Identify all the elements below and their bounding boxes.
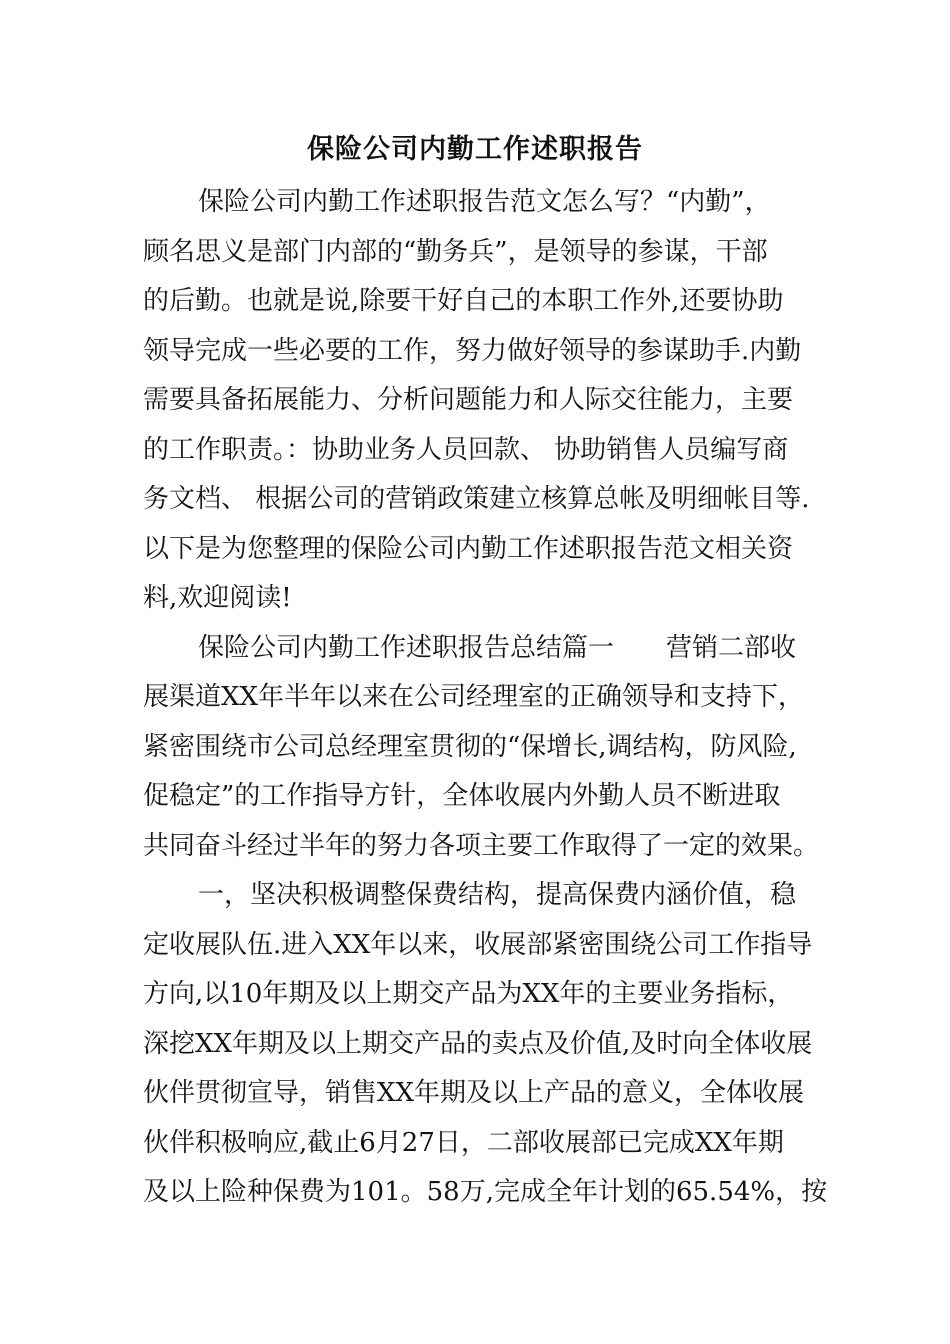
paragraph-point-one: [143, 871, 828, 1218]
text-line: 深挖XX年期及以上期交产品的卖点及价值,及时向全体收展: [143, 1028, 813, 1059]
document-title: 保险公司内勤工作述职报告: [307, 134, 643, 165]
text-line: 一，坚决积极调整保费结构，提高保费内涵价值，稳: [198, 880, 797, 910]
text-line: 伙伴积极响应,截止6月27日，二部收展部已完成XX年期: [143, 1127, 784, 1158]
document-body: [143, 178, 828, 1218]
text-line: 保险公司内勤工作述职报告总结篇一 营销二部收: [198, 632, 797, 663]
text-line: 及以上险种保费为101。58万,完成全年计划的65.54%，按: [143, 1177, 828, 1207]
text-line: 保险公司内勤工作述职报告范文怎么写？“内勤”，: [198, 187, 771, 217]
paragraph-summary: [143, 624, 823, 872]
text-line: 料,欢迎阅读!: [143, 583, 292, 613]
text-line: 定收展队伍.进入XX年以来，收展部紧密围绕公司工作指导: [143, 929, 813, 960]
text-line: 促稳定”的工作指导方针，全体收展内外勤人员不断进取: [143, 781, 781, 811]
text-line: 领导完成一些必要的工作，努力做好领导的参谋助手.内勤: [143, 335, 802, 366]
text-line: 紧密围绕市公司总经理室贯彻的“保增长,调结构，防风险,: [143, 731, 797, 762]
text-line: 伙伴贯彻宣导，销售XX年期及以上产品的意义，全体收展: [143, 1078, 805, 1108]
text-line: 展渠道XX年半年以来在公司经理室的正确领导和支持下，: [143, 682, 805, 712]
paragraph-intro: [143, 178, 823, 624]
text-line: 的后勤。也就是说,除要干好自己的本职工作外,还要协助: [143, 286, 784, 316]
text-line: 共同奋斗经过半年的努力各项主要工作取得了一定的效果。: [143, 830, 820, 861]
text-line: 需要具备拓展能力、分析问题能力和人际交往能力，主要: [143, 385, 794, 415]
text-line: 务文档、 根据公司的营销政策建立核算总帐及明细帐目等.: [143, 484, 810, 514]
text-line: 以下是为您整理的保险公司内勤工作述职报告范文相关资: [143, 533, 794, 564]
text-line: 顾名思义是部门内部的“勤务兵”，是领导的参谋，干部: [143, 236, 768, 267]
text-line: 的工作职责。：协助业务人员回款、 协助销售人员编写商: [143, 434, 789, 465]
text-line: 方向,以10年期及以上期交产品为XX年的主要业务指标，: [143, 979, 794, 1009]
